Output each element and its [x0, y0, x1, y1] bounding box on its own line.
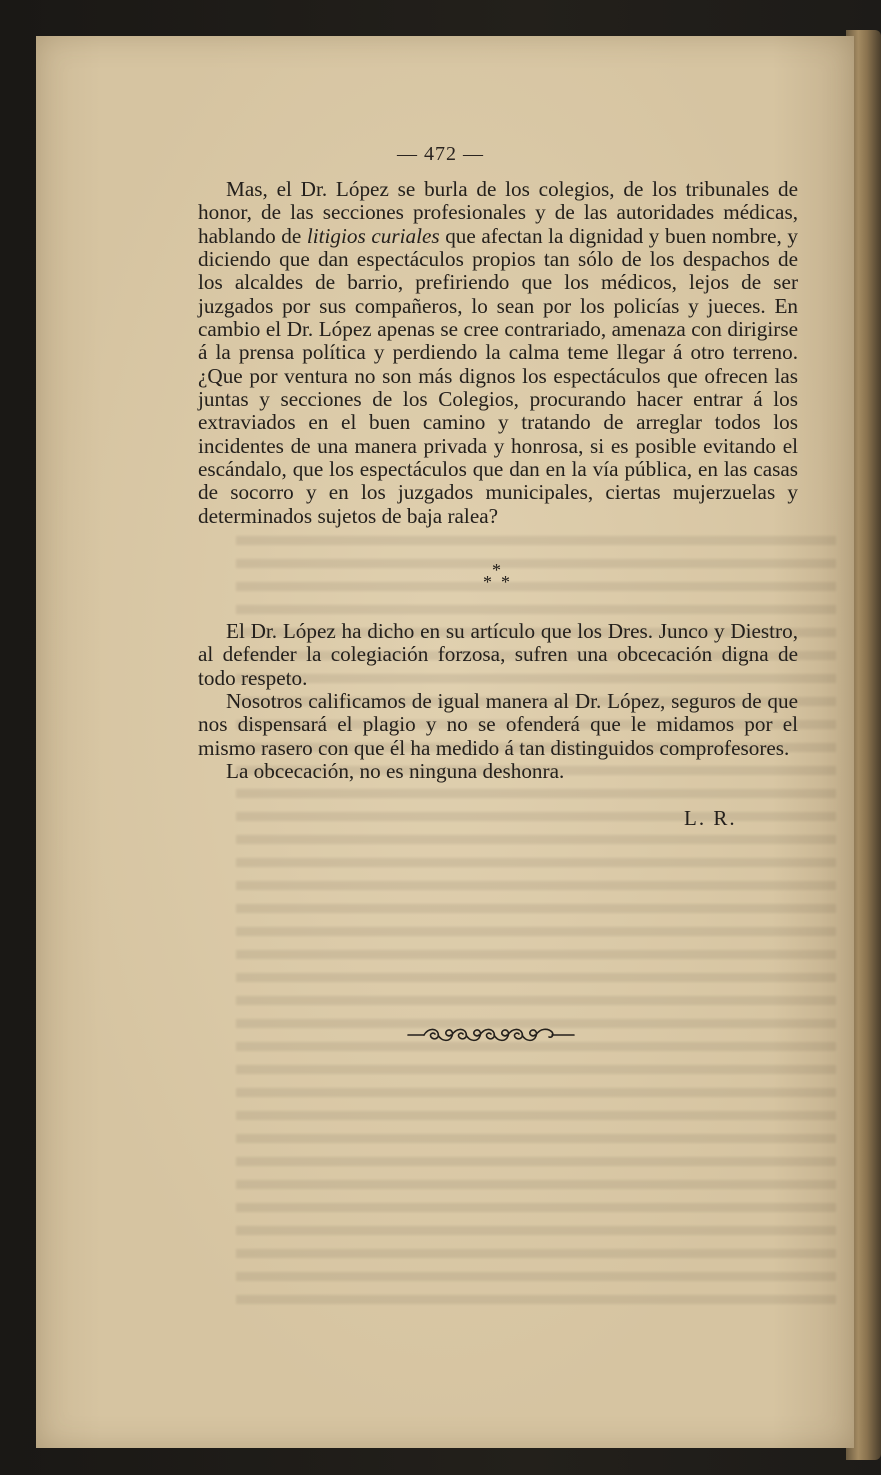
paragraph-3: Nosotros calificamos de igual manera al Dr. López, seguros de que nos dispensará el plagio y no se ofenderá que le midamos por el mismo rasero con que él ha medido á tan distinguidos comprofesores. — [198, 689, 798, 760]
scroll-divider-ornament — [406, 1024, 576, 1046]
paragraph-1 — [198, 178, 798, 528]
asterism-star-top: * — [492, 560, 501, 580]
closing-paragraphs — [198, 620, 798, 783]
main-paragraph — [198, 178, 798, 528]
paragraph-4: La obcecación, no es ninguna deshonra. — [226, 759, 565, 784]
paragraph-1-start: Mas, el Dr. López se burla de los colegios, de los tribunales de honor, de las secciones profesionales y de las autoridades médicas, hablando de — [198, 177, 798, 248]
signature-initials: L. R. — [684, 806, 737, 830]
paragraph-2: El Dr. López ha dicho en su artículo que los Dres. Junco y Diestro, al defender la colegiación forzosa, sufren una obcecación digna de todo respeto. — [198, 619, 798, 690]
asterism-star-right: * — [501, 572, 510, 592]
asterism-star-left: * — [483, 572, 492, 592]
italic-phrase: litigios curiales — [306, 223, 440, 248]
paragraph-1-end: que afectan la dignidad y buen nombre, y diciendo que dan espectáculos propios tan sólo de los despachos de los alcaldes de barrio, prefiriendo que los médicos, lejos de ser juzgados por sus compañeros, lo sean por los policías y jueces. En cambio el Dr. López apenas se cree contrariado, amenaza con dirigirse á la prensa política y perdiendo la calma teme llegar á otro terreno. ¿Que por ventura no son más dignos los espectáculos que ofrecen las juntas y secciones de los Colegios, procurando hacer entrar á los extraviados en el buen camino y tratando de arreglar todos los incidentes de una manera privada y honrosa, si es posible evitando el escándalo, que los espectáculos que dan en la vía pública, en las casas de socorro y en los juzgados municipales, ciertas mujerzuelas y determinados sujetos de baja ralea? — [198, 223, 798, 528]
page-number: — 472 — — [397, 143, 484, 165]
asterism — [470, 560, 530, 596]
